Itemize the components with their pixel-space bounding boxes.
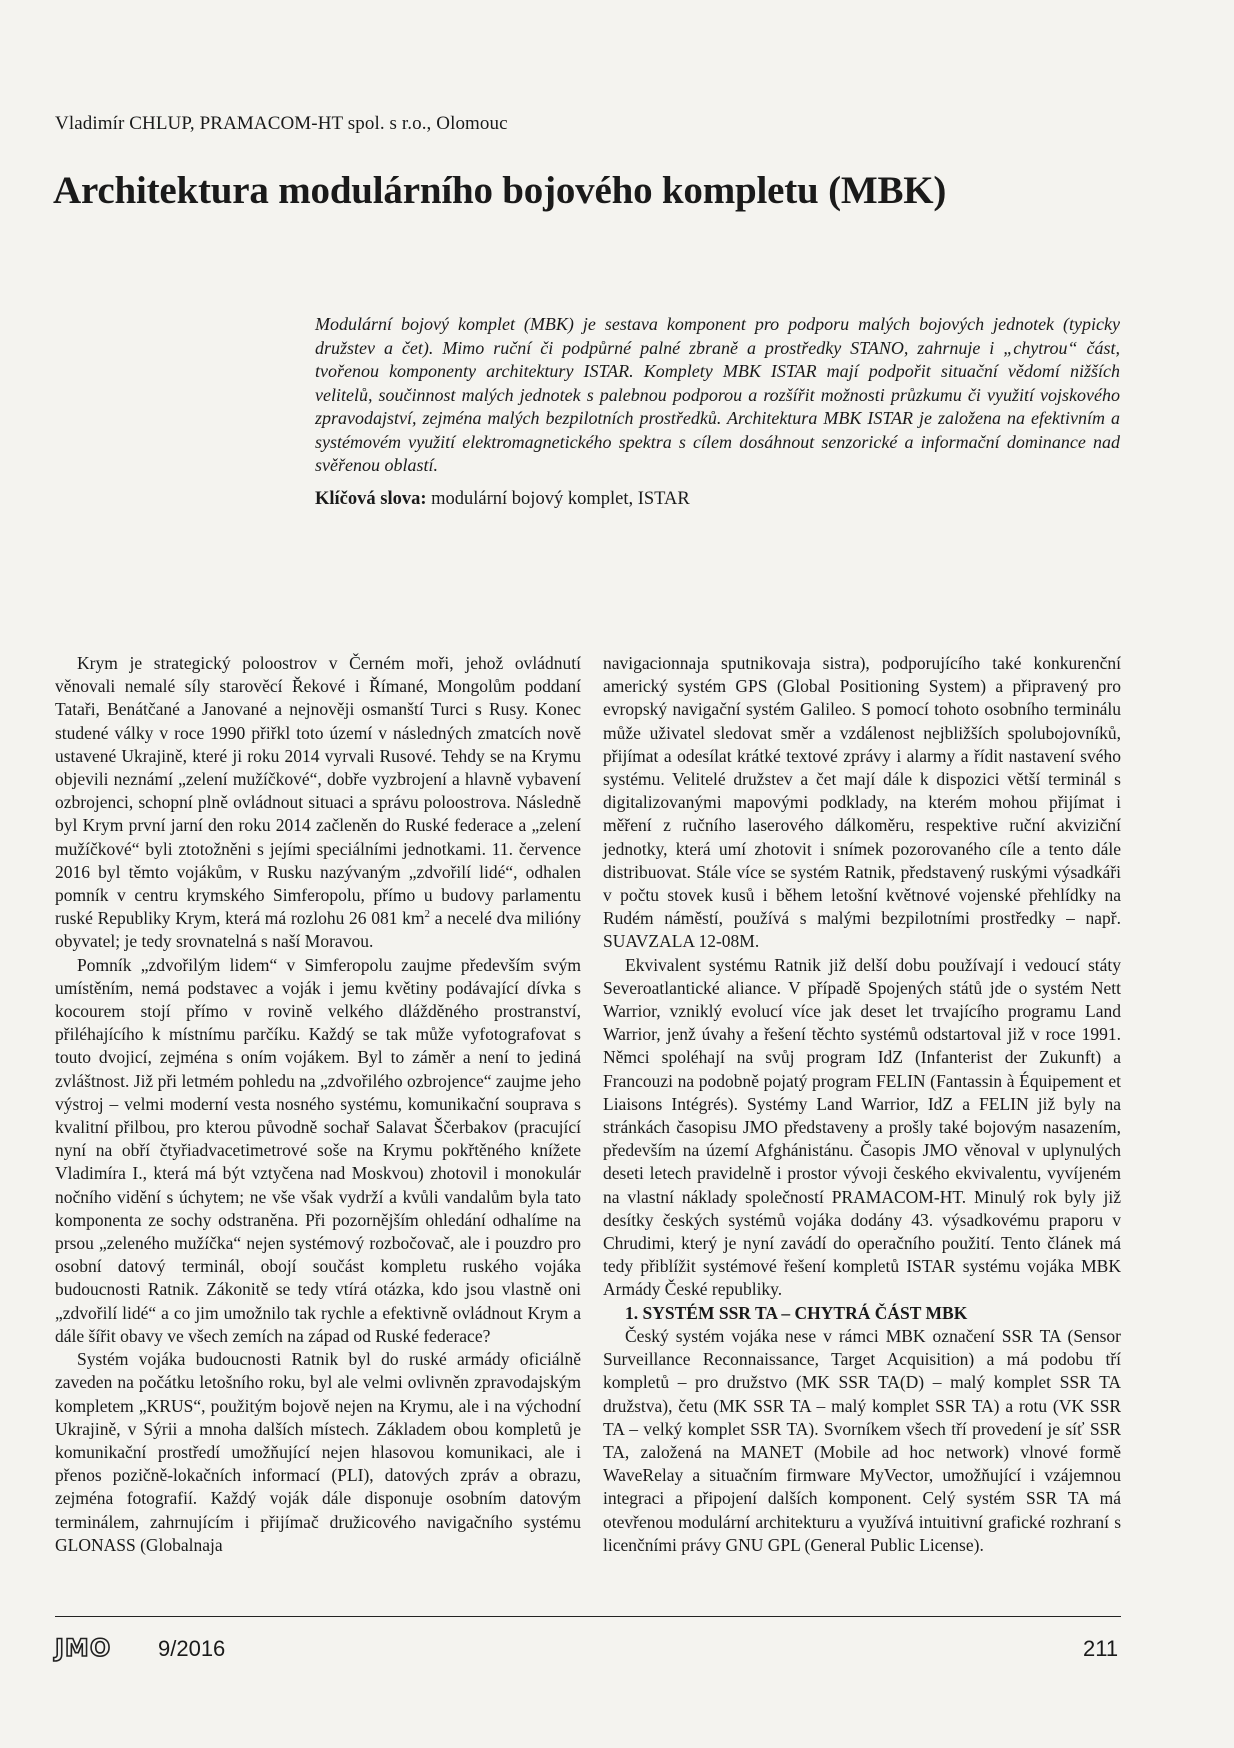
right-column xyxy=(603,652,1121,1557)
footer-rule xyxy=(55,1616,1121,1617)
section-heading: 1. SYSTÉM SSR TA – CHYTRÁ ČÁST MBK xyxy=(625,1302,968,1323)
left-column xyxy=(55,652,581,1557)
author-line: Vladimír CHLUP, PRAMACOM-HT spol. s r.o., Olomouc xyxy=(55,113,508,134)
page-number: 211 xyxy=(1083,1636,1119,1661)
article-title: Architektura modulárního bojového kompletu (MBK) xyxy=(53,169,947,212)
issue-number: 9/2016 xyxy=(158,1636,226,1661)
keywords xyxy=(315,489,690,510)
paragraph: Ekvivalent systému Ratnik již delší dobu používají i vedoucí státy Severoatlantické aliance. V případě Spojených států jde o systém Nett Warrior, vzniklý evolucí více jak deset let trvajícího programu Land Warrior, jenž úvahy a řešení těchto systémů odstartoval již v roce 1991. Němci spoléhají na svůj program IdZ (Infanterist der Zukunft) a Francouzi na podobně pojatý program FELIN (Fantassin à Équipement et Liaisons Intégrés). Systémy Land Warrior, IdZ a FELIN již byly na stránkách časopisu JMO představeny a prošly také bojovým nasazením, především na území Afghánistánu. Časopis JMO věnoval v uplynulých deseti letech pravidelně i prostor vývoji českého ekvivalentu, vyvíjeném na vlastní náklady společností PRAMACOM-HT. Minulý rok byly již desítky českých systémů vojáka dodány 43. výsadkovému praporu v Chrudimi, který je nyní zavádí do operačního použití. Tento článek má tedy přiblížit systémové řešení kompletů ISTAR systému vojáka MBK Armády České republiky. xyxy=(603,954,1121,1300)
paragraph-text: Krym je strategický poloostrov v Černém moři, jehož ovládnutí věnovali nemalé síly starověcí Řekové i Římané, Mongolům poddaní Tataři, Benátčané a Janované a nejnověji osmanští Turci s Rusy. Konec studené války v roce 1990 přiřkl toto území v následných zmatcích nově ustavené Ukrajině, které ji roku 2014 vyrvali Rusové. Tehdy se na Krymu objevili neznámí „zelení mužíčkové“, dobře vyzbrojení a hlavně vybavení ozbrojenci, schopní plně ovládnout situaci a správu poloostrova. Následně byl Krym první jarní den roku 2014 začleněn do Ruské federace a „zelení mužíčkové“ byli ztotožněni s jejími speciálními jednotkami. 11. července 2016 byl těmto vojákům, v Rusku nazývaným „zdvořilí lidé“, odhalen pomník v centru krymského Simferopolu, přímo u budovy parlamentu ruské Republiky Krym, která má rozlohu 26 081 km xyxy=(55,653,581,929)
keywords-value: modulární bojový komplet, ISTAR xyxy=(426,489,690,509)
paragraph: Pomník „zdvořilým lidem“ v Simferopolu zaujme především svým umístěním, nemá podstavec a voják i jemu květiny podávající dívka s kocourem stojí přímo v rovině velkého dlážděného prostranství, přiléhajícího k místnímu parčíku. Každý se tak může vyfotografovat s touto dvojicí, zejména s oním vojákem. Byl to záměr a není to jediná zvláštnost. Již při letmém pohledu na „zdvořilého ozbrojence“ zaujme jeho výstroj – velmi moderní vesta nosného systému, komunikační souprava s kvalitní přilbou, pro kterou původně sochař Salavat Ščerbakov (pracující nyní na obří čtyřiadvacetimetrové soše na Krymu pokřtěného knížete Vladimíra I., která má být vztyčena nad Moskvou) zhotovil i monokulár nočního vidění s úchytem; ne vše však vydrží a kvůli vandalům byla tato komponenta ze sochy odstraněna. Při pozornějším ohledání odhalíme na prsou „zeleného mužíčka“ nejen systémový rozbočovač, ale i pouzdro pro osobní datový terminál, obojí součást kompletu ruského vojáka budoucnosti Ratnik. Zákonitě se tedy vtírá otázka, kdo jsou vlastně oni „zdvořilí lidé“ a co jim umožnilo tak rychle a efektivně ovládnout Krym a dále šířit obavy ve všech zemích na západ od Ruské federace? xyxy=(55,954,581,1346)
journal-logo: JMO xyxy=(55,1634,112,1662)
paragraph xyxy=(55,652,581,954)
paragraph: navigacionnaja sputnikovaja sistra), podporujícího také konkurenční americký systém GPS (Global Positioning System) a připravený pro evropský navigační systém Galileo. S pomocí tohoto osobního terminálu může uživatel sledovat směr a vzdálenost nejbližších spolubojovníků, přijímat a odesílat krátké textové zprávy i alarmy a řídit nastavení svého systému. Velitelé družstev a čet mají dále k dispozici větší terminál s digitalizovanými mapovými podklady, na kterém mohou přijímat i měření z ručního laserového dálkoměru, respektive ruční akviziční jednotky, která umí zhotovit i snímek pozorovaného cíle a tento dále distribuovat. Stále více se systém Ratnik, představený ruskými výsadkáři v počtu stovek kusů i během letošní květnové vojenské přehlídky na Rudém náměstí, používá s malými bezpilotními prostředky – např. SUAVZALA 12-08M. xyxy=(603,653,1121,952)
superscript: 2 xyxy=(424,908,431,921)
keywords-label: Klíčová slova: xyxy=(315,489,427,509)
paragraph: Český systém vojáka nese v rámci MBK označení SSR TA (Sensor Surveillance Reconnaissance, Target Acquisition) a má podobu tří kompletů – pro družstvo (MK SSR TA(D) – malý komplet SSR TA družstva), četu (MK SSR TA – malý komplet SSR TA) a rotu (VK SSR TA – velký komplet SSR TA). Svorníkem všech tří provedení je síť SSR TA, založená na MANET (Mobile ad hoc network) vlnové formě WaveRelay a situačním firmware MyVector, umožňující i vzájemnou integraci a připojení dalších komponent. Celý systém SSR TA má otevřenou modulární architekturu a využívá intuitivní grafické rozhraní s licenčními právy GNU GPL (General Public License). xyxy=(603,1325,1121,1555)
abstract: Modulární bojový komplet (MBK) je sestava komponent pro podporu malých bojových jednotek (typicky družstev a čet). Mimo ruční či podpůrné palné zbraně a prostředky STANO, zahrnuje i „chytrou“ část, tvořenou komponenty architektury ISTAR. Komplety MBK ISTAR mají podpořit situační vědomí nižších velitelů, součinnost malých jednotek s palebnou podporou a rozšířit možnosti průzkumu či využití vojskového zpravodajství, zejména malých bezpilotních prostředků. Architektura MBK ISTAR je založena na efektivním a systémovém využití elektromagnetického spektra s cílem dosáhnout senzorické a informační dominance nad svěřenou oblastí. xyxy=(315,314,1120,475)
paragraph-text: a necelé dva milióny obyvatel; je tedy srovnatelná s naší Moravou. xyxy=(55,908,581,952)
paragraph: Systém vojáka budoucnosti Ratnik byl do ruské armády oficiálně zaveden na počátku letošního roku, byl ale velmi ovlivněn zpravodajským kompletem „KRUS“, použitým bojově nejen na Krymu, ale i na východní Ukrajině, v Sýrii a mnoha dalších místech. Základem obou kompletů je komunikační prostředí umožňující nejen hlasovou komunikaci, ale i přenos pozičně-lokačních informací (PLI), datových zpráv a obrazu, zejména fotografií. Každý voják dále disponuje osobním datovým terminálem, zahrnujícím i přijímač družicového navigačního systému GLONASS (Globalnaja xyxy=(55,1349,581,1555)
